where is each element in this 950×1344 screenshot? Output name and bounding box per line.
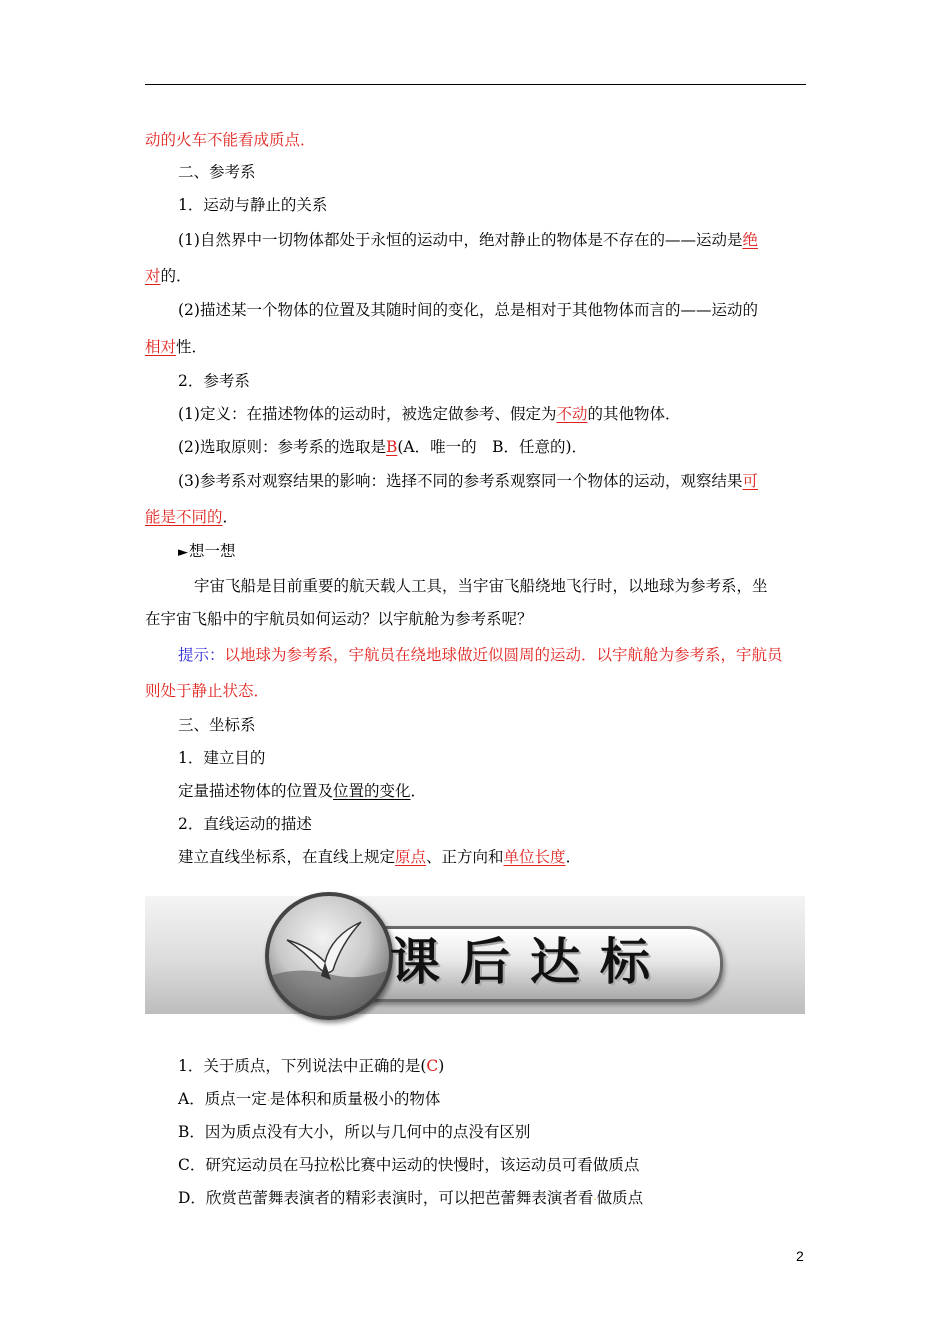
- text-line: 动的火车不能看成质点．: [145, 131, 316, 149]
- answer-blank: 相对: [145, 338, 177, 356]
- text-line: 对的．: [145, 267, 192, 285]
- text-line: (2)描述某一个物体的位置及其随时间的变化，总是相对于其他物体而言的——运动的: [178, 301, 758, 319]
- subheading-motion-rest: 1．运动与静止的关系: [178, 196, 328, 214]
- answer-blank: 可: [742, 472, 758, 490]
- text-line: 建立直线坐标系，在直线上规定原点、正方向和单位长度．: [178, 848, 582, 866]
- seagull-emblem-icon: [265, 892, 393, 1020]
- subheading-reference-frame: 2．参考系: [178, 372, 250, 390]
- triangle-bullet-icon: ►: [178, 545, 188, 560]
- text-line: (1)自然界中一切物体都处于永恒的运动中，绝对静止的物体是不存在的——运动是绝: [178, 231, 758, 249]
- text-line: (2)选取原则：参考系的选取是B(A．唯一的 B．任意的)．: [178, 438, 588, 456]
- subheading-purpose: 1．建立目的: [178, 749, 266, 767]
- text-line: (3)参考系对观察结果的影响：选择不同的参考系观察同一个物体的运动，观察结果可: [178, 472, 758, 490]
- header-rule: [145, 84, 806, 85]
- hint-line: 则处于静止状态．: [145, 682, 270, 700]
- hint-line: 提示：以地球为参考系，宇航员在绕地球做近似圆周的运动．以宇航舱为参考系，宇航员: [178, 646, 783, 664]
- answer-blank: 不动: [556, 405, 588, 423]
- answer-blank: 单位长度: [503, 848, 566, 866]
- text-line: (1)定义：在描述物体的运动时，被选定做参考、假定为不动的其他物体．: [178, 405, 681, 423]
- question-stem: 1．关于质点，下列说法中正确的是(C): [178, 1057, 445, 1075]
- text-line: 相对性．: [145, 338, 208, 356]
- answer-blank: 位置的变化: [333, 782, 411, 800]
- think-heading: ►想一想: [178, 542, 236, 560]
- hint-label: 提示：: [178, 646, 225, 664]
- text-line: 能是不同的．: [145, 508, 239, 526]
- dot-mark-icon: ·: [593, 1195, 597, 1206]
- answer-blank: 对: [145, 267, 161, 285]
- banner-title: 课后达标: [390, 933, 670, 991]
- section-banner: [145, 888, 805, 1018]
- option-b: B．因为质点没有大小，所以与几何中的点没有区别: [178, 1123, 531, 1141]
- text-line: 定量描述物体的位置及位置的变化．: [178, 782, 427, 800]
- option-d: D．欣赏芭蕾舞表演者的精彩表演时，可以把芭蕾舞表演者看·做质点: [178, 1189, 644, 1207]
- question-answer: C: [426, 1057, 439, 1075]
- option-c: C．研究运动员在马拉松比赛中运动的快慢时，该运动员可看做质点: [178, 1156, 640, 1174]
- answer-blank: 原点: [395, 848, 427, 866]
- answer-blank: 绝: [742, 231, 758, 249]
- subheading-linear-motion: 2．直线运动的描述: [178, 815, 312, 833]
- text-line: 宇宙飞船是目前重要的航天载人工具，当宇宙飞船绕地飞行时，以地球为参考系，坐: [194, 577, 768, 595]
- section-heading-coordinate-system: 三、坐标系: [178, 716, 256, 734]
- page-number: 2: [796, 1248, 804, 1264]
- text-line: 在宇宙飞船中的宇航员如何运动？以宇航舱为参考系呢？: [145, 610, 533, 628]
- answer-blank: B: [385, 438, 398, 456]
- dot-mark-icon: ·: [266, 1096, 270, 1107]
- answer-blank: 能是不同的: [145, 508, 223, 526]
- section-heading-reference-frame: 二、参考系: [178, 163, 256, 181]
- option-a: A．质点一定·是体积和质量极小的物体: [178, 1090, 441, 1108]
